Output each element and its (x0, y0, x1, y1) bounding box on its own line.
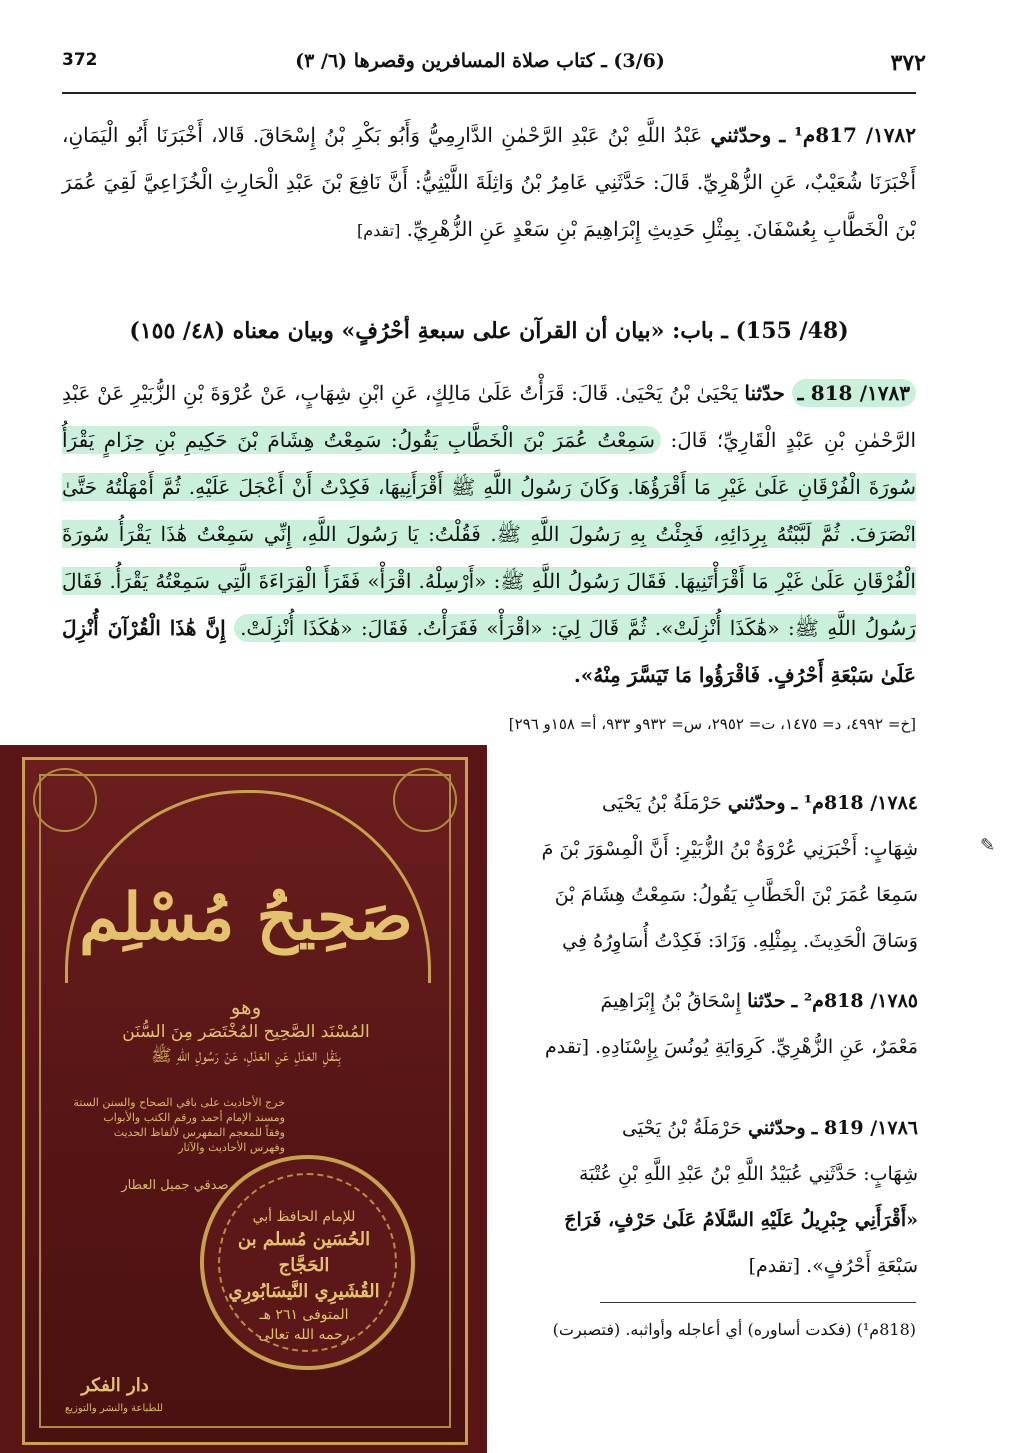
corner-ornament (33, 768, 97, 832)
hadith-1782 (62, 112, 916, 254)
cover-medallion (200, 1155, 415, 1370)
cover-editor: صدقي جميل العطار (121, 1178, 229, 1193)
page-number-arabic: ٣٧٢ (890, 50, 926, 76)
text-line: حَرْمَلَةُ بْنُ يَحْيَى (601, 792, 722, 814)
publisher-subtitle: للطباعة والنشر والتوزيع (64, 1403, 164, 1414)
cover-notes (65, 1095, 285, 1155)
hadith-1784 (488, 780, 918, 964)
author-mercy: رحمه الله تعالى (258, 1327, 350, 1343)
hadith-lead: حدّثنا (747, 990, 786, 1012)
running-title: (3/6) ـ كتاب صلاة المسافرين وقصرها (٦/ ٣) (295, 50, 665, 72)
author-death: المتوفى ٢٦١ هـ (259, 1307, 349, 1323)
cover-title: صَحِيحُ مُسْلِم (79, 880, 413, 955)
header-rule (62, 92, 916, 94)
text-line: وَسَاقَ الْحَدِيثَ. بِمِثْلِهِ. وَزَادَ: فَكِدْتُ أُسَاوِرُهُ فِي (562, 930, 918, 952)
footnote-rule (600, 1302, 916, 1303)
corner-ornament (393, 768, 457, 832)
cover-note-line: وفهرس الأحاديث والآثار (178, 1141, 285, 1154)
medallion-text (214, 1207, 394, 1345)
hadith-lead: وحدّثني (747, 1117, 806, 1139)
hadith-note: [تقدم] (356, 221, 401, 240)
cover-frame (22, 757, 468, 1445)
medallion-top: للإمام الحافظ أبي (252, 1209, 356, 1225)
cover-note-line: وفقاً للمعجم المفهرس لألفاظ الحديث (113, 1126, 285, 1139)
cover-wahu: وهو (230, 995, 262, 1019)
hadith-number: ١٧٨٢/ 817م¹ ـ (779, 123, 917, 147)
hadith-1785 (488, 978, 918, 1070)
page-number-latin: 372 (62, 50, 98, 70)
hadith-ending: إِنَّ هَٰذَا الْقُرْآنَ أُنْزِلَ عَلَىٰ سَبْعَةِ أَحْرُفٍ. فَاقْرَؤُوا مَا تَيَسَّرَ مِنْهُ». (62, 616, 916, 687)
chapter-title: (48/ 155) ـ باب: «بيان أن القرآن على سبعةِ أحْرُفٍ» وبيان معناه (٤٨/ ١٥٥) (129, 318, 849, 344)
cover-subtitle (55, 1020, 437, 1068)
text-line: مَعْمَرٌ، عَنِ الزُّهْرِيِّ. كَرِوَايَةِ يُونُسَ بِإِسْنَادِهِ. [تقدم (544, 1036, 918, 1058)
hadith-number: ١٧٨٦/ 819 ـ (811, 1117, 918, 1139)
author-nisba: القُشَيرِي النَّيسَابُورِي (228, 1281, 380, 1302)
highlighted-passage: سَمِعْتُ عُمَرَ بْنَ الْخَطَّابِ يَقُولُ: سَمِعْتُ هِشَامَ بْنَ حَكِيمِ بْنِ حِزَامٍ يَقْرَأُ سُورَةَ الْفُرْقَانِ عَلَىٰ غَيْرِ مَا أَقْرَؤُهَا. وَكَانَ رَسُولُ اللَّهِ ﷺ أَقْرَأَنِيهَا، فَكِدْتُ أَنْ أَعْجَلَ عَلَيْهِ. ثُمَّ أَمْهَلْتُهُ حَتَّىٰ انْصَرَفَ. ثُمَّ لَبَّبْتُهُ بِرِدَائِهِ، فَجِئْتُ بِهِ رَسُولَ اللَّهِ ﷺ. فَقُلْتُ: يَا رَسُولَ اللَّهِ، إِنِّي سَمِعْتُ هَٰذَا يَقْرَأُ سُورَةَ الْفُرْقَانِ عَلَىٰ غَيْرِ مَا أَقْرَأْتَنِيهَا. فَقَالَ رَسُولُ اللَّهِ ﷺ: «أَرْسِلْهُ. اقْرَأْ» فَقَرَأَ الْقِرَاءَةَ الَّتِي سَمِعْتُهُ يَقْرَأُ. فَقَالَ رَسُولُ اللَّهِ ﷺ: «هَٰكَذَا أُنْزِلَتْ». ثُمَّ قَالَ لِيَ: «اقْرَأْ» فَقَرَأْتُ. فَقَالَ: «هَٰكَذَا أُنْزِلَتْ. (62, 428, 916, 640)
hadith-1783 (62, 370, 916, 699)
hadith-lead: وحدّثني (727, 792, 786, 814)
book-cover-image (0, 745, 487, 1453)
hadith-1786 (488, 1105, 918, 1289)
hadith-references: [خ= ٤٩٩٢، د= ١٤٧٥، ت= ٢٩٥٢، س= ٩٣٢و ٩٣٣، أ= ١٥٨و ٢٩٦] (508, 715, 916, 733)
author-name: الحُسَين مُسلم بن الحَجَّاج (237, 1229, 371, 1276)
cover-note-line: ومسند الإمام أحمد ورقم الكتب والأبواب (103, 1111, 285, 1124)
hadith-number: ١٧٨٣/ 818 ـ (792, 379, 916, 407)
text-line: شِهَابٍ: حَدَّثَنِي عُبَيْدُ اللَّهِ بْنُ عَبْدِ اللَّهِ بْنِ عُتْبَة (578, 1163, 918, 1185)
publisher-name: دار الفكر (81, 1375, 149, 1396)
hadith-number: ١٧٨٥/ 818م² ـ (791, 990, 918, 1012)
hadith-lead: وحدّثني (710, 123, 772, 147)
hadith-text: عَبْدُ اللَّهِ بْنُ عَبْدِ الرَّحْمٰنِ الدَّارِمِيُّ وَأَبُو بَكْرِ بْنُ إِسْحَاقَ. قَالا، أَخْبَرَنَا أَبُو الْيَمَانِ، أَخْبَرَنَا شُعَيْبٌ، عَنِ الزُّهْرِيِّ. قَالَ: حَدَّثَنِي عَامِرُ بْنُ وَاثِلَةَ اللَّيْثِيُّ: أَنَّ نَافِعَ بْنَ عَبْدِ الْحَارِثِ الْخُزَاعِيَّ لَقِيَ عُمَرَ بْنَ الْخَطَّابِ بِعُسْفَانَ. بِمِثْلِ حَدِيثِ إِبْرَاهِيمَ بْنِ سَعْدٍ عَنِ الزُّهْرِيِّ. (62, 123, 916, 241)
cover-note-line: خرج الأحاديث على باقي الصحاح والسنن الستة (73, 1096, 285, 1109)
text-line: إِسْحَاقُ بْنُ إِبْرَاهِيمَ (600, 990, 742, 1012)
cover-subtitle-line: المُسْنَد الصَّحِيح المُخْتَصَر مِنَ السُّنَن (122, 1022, 370, 1042)
text-line: «أَقْرَأَنِي جِبْرِيلُ عَلَيْهِ السَّلَامُ عَلَىٰ حَرْفٍ، فَرَاجَ (564, 1209, 918, 1231)
hadith-intro: يَحْيَىٰ بْنُ يَحْيَىٰ. قَالَ: قَرَأْتُ عَلَىٰ مَالِكٍ، عَنِ ابْنِ شِهَابٍ، عَنْ عُرْوَةَ بْنِ الزُّبَيْرِ عَنْ عَبْدِ الرَّحْمٰنِ بْنِ عَبْدٍ الْقَارِيِّ؛ قَالَ: (62, 381, 916, 452)
footnote: (818م¹) (فكدت أساوره) أي أعاجله وأواثبه. (فتصبرت) (552, 1320, 916, 1339)
text-line: شِهَابٍ: أَخْبَرَنِي عُرْوَةُ بْنُ الزُّبَيْرِ: أَنَّ الْمِسْوَرَ بْنَ مَ (541, 838, 918, 860)
text-line: سَمِعَا عُمَرَ بْنَ الْخَطَّابِ يَقُولُ: سَمِعْتُ هِشَامَ بْنَ (554, 884, 918, 906)
hadith-lead: حدّثنا (744, 381, 785, 405)
text-line: حَرْمَلَةُ بْنُ يَحْيَى (622, 1117, 742, 1139)
text-line: سَبْعَةِ أَحْرُفٍ». [تقدم] (748, 1255, 918, 1277)
margin-mark: ✎ (980, 835, 996, 856)
cover-subtitle-line: بِنَقْلِ العَدْلِ عَنِ العَدْلِ، عَنْ رَسُولِ اللهِ ﷺ (151, 1046, 341, 1066)
hadith-number: ١٧٨٤/ 818م¹ ـ (791, 792, 918, 814)
